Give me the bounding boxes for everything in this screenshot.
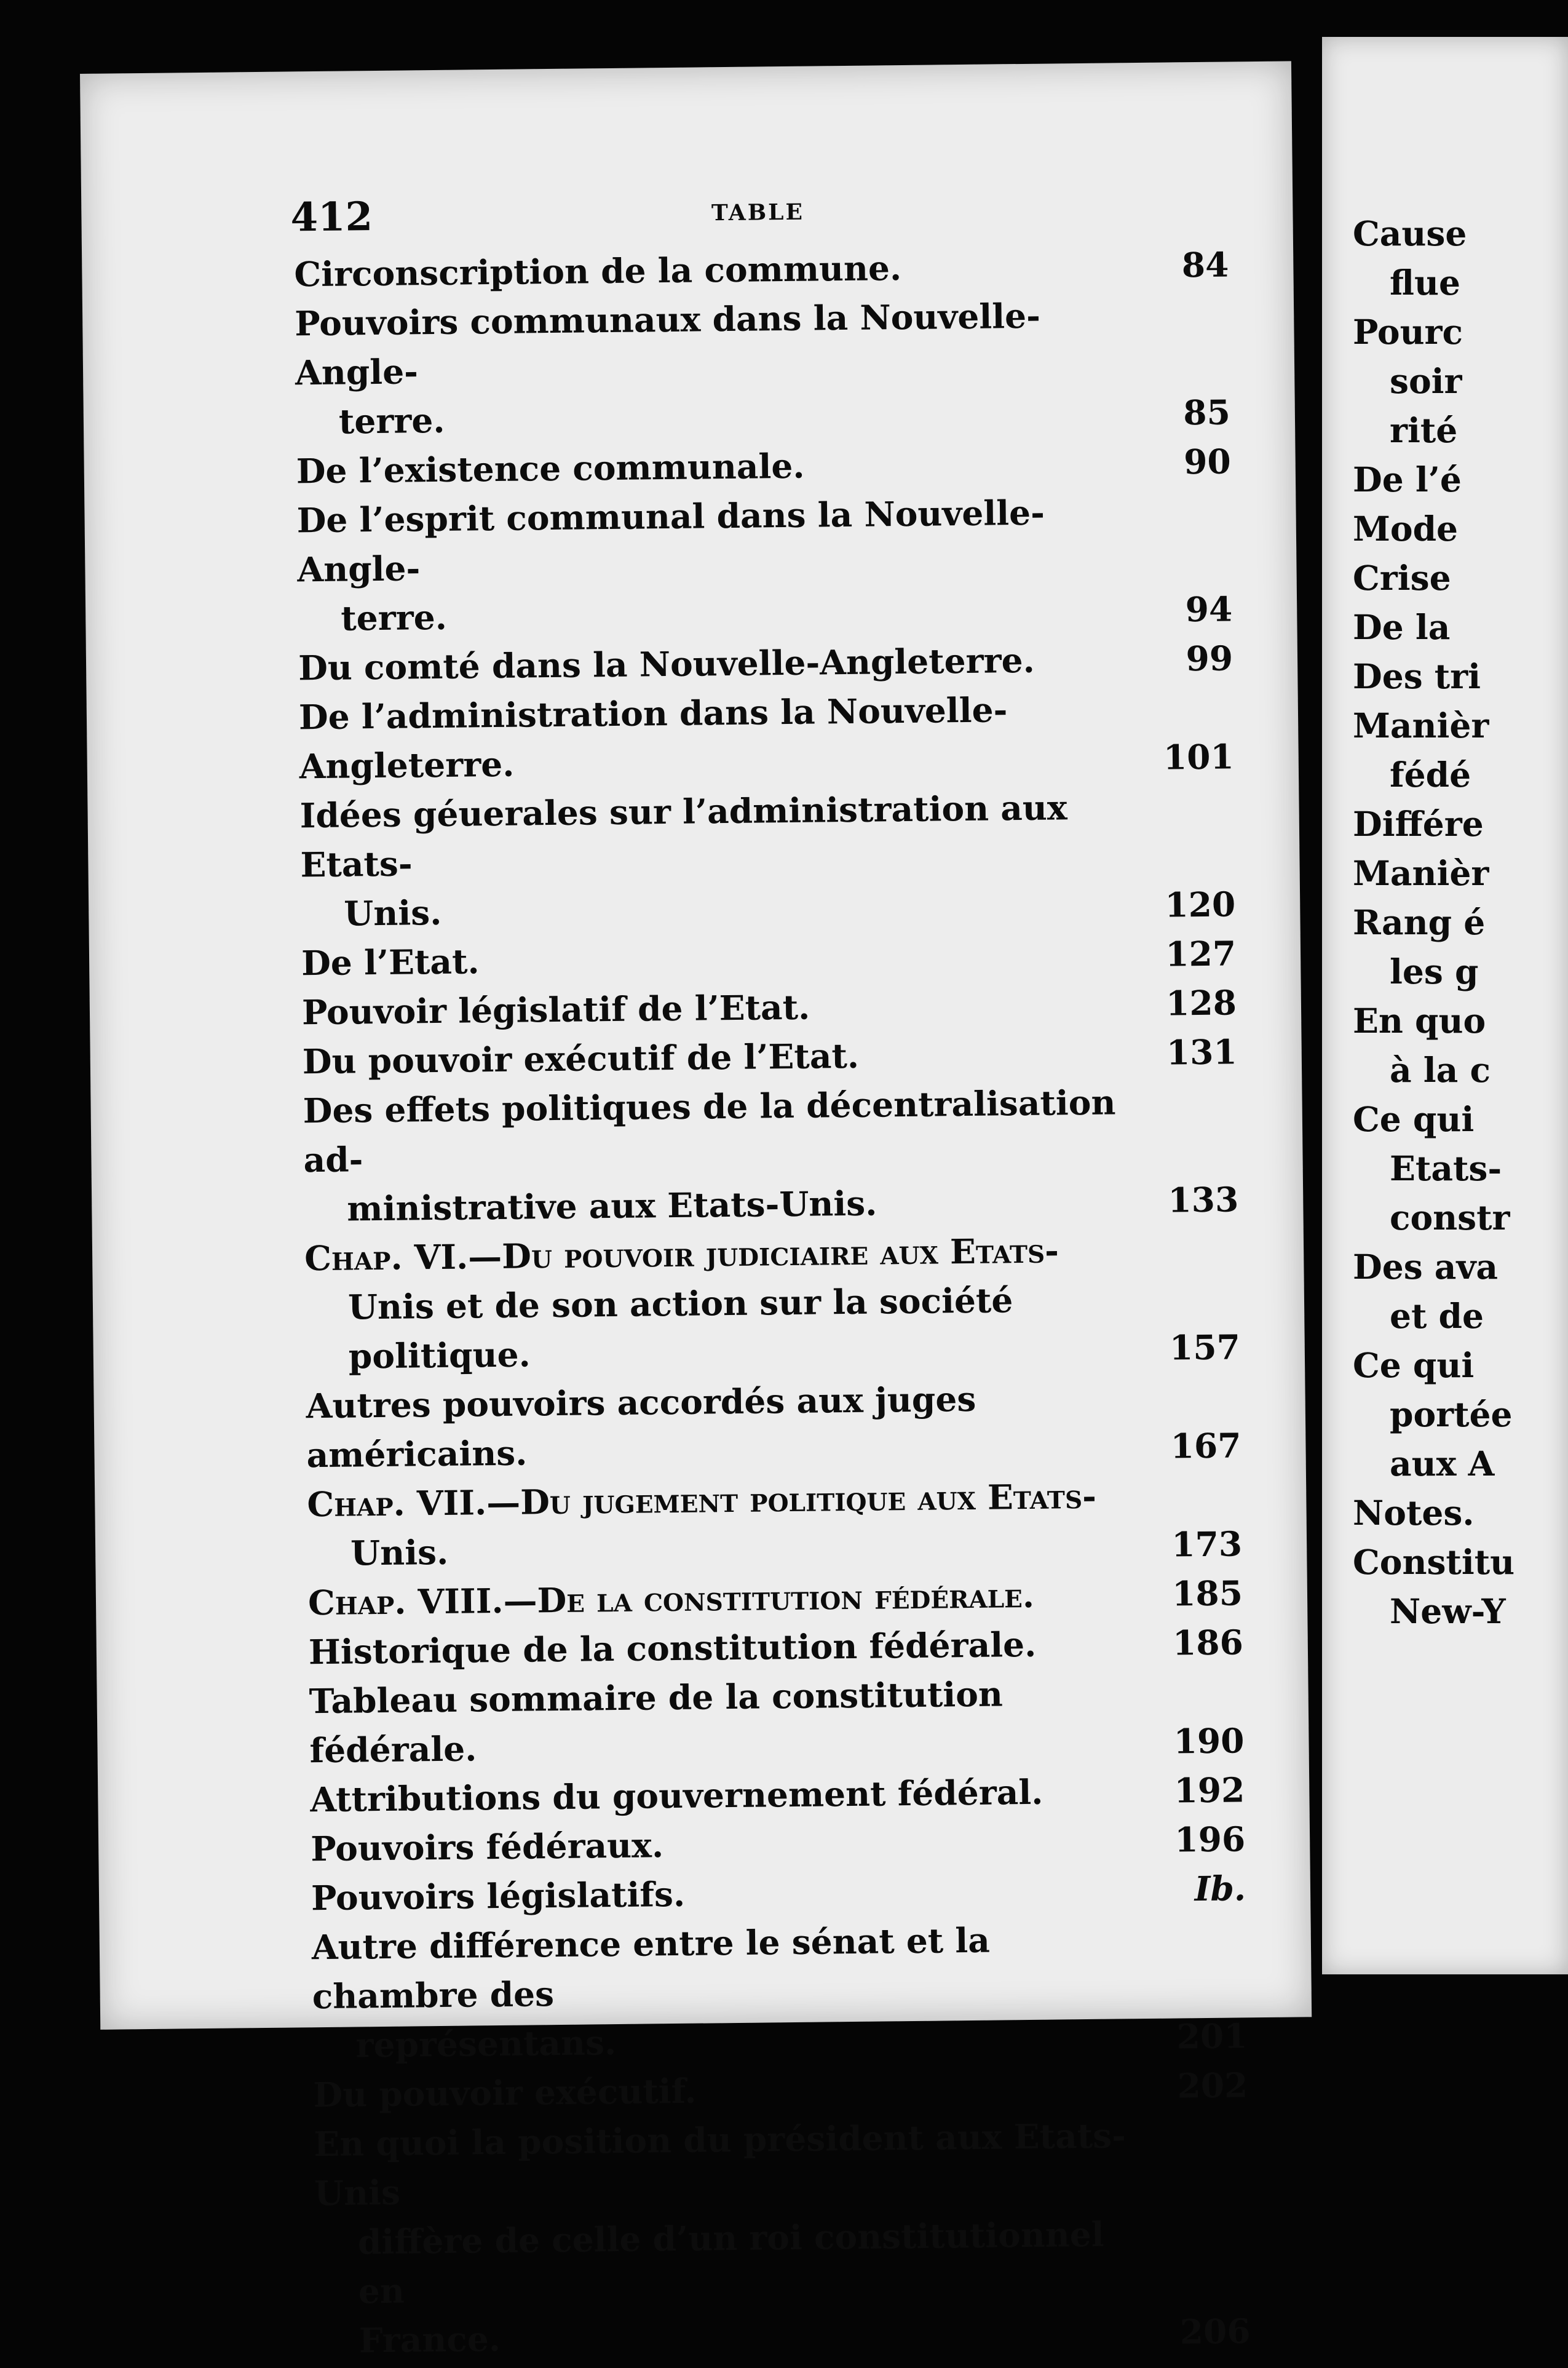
toc-entry-line: Autres pouvoirs accordés aux juges américains. xyxy=(306,1378,976,1476)
toc-page-number: 190 xyxy=(1173,1720,1245,1762)
toc-entry xyxy=(307,1470,1243,1578)
toc-page-number: 133 xyxy=(1168,1179,1239,1220)
toc-entry-line: Attributions du gouvernement fédéral. xyxy=(310,1771,1043,1820)
facing-page-line: Manièr xyxy=(1353,853,1489,893)
toc-page-number: 185 xyxy=(1171,1573,1243,1614)
toc-entry-title xyxy=(299,684,1124,791)
toc-page-number: 202 xyxy=(1177,2065,1248,2106)
facing-page-line: Ce qui xyxy=(1353,1099,1475,1139)
facing-page-line: Constitu xyxy=(1353,1542,1515,1582)
page-number: 412 xyxy=(290,194,373,241)
toc-entry-line: terre. xyxy=(340,597,448,638)
toc-page-number: 90 xyxy=(1183,441,1232,482)
toc-entry xyxy=(299,683,1235,791)
toc-page-number: 127 xyxy=(1165,933,1237,974)
toc-page-number: 173 xyxy=(1171,1524,1243,1565)
toc-entry xyxy=(304,1224,1240,1381)
toc-entry-title xyxy=(304,1225,1130,1381)
toc-entry-line: De l’Etat. xyxy=(301,941,480,983)
toc-entry xyxy=(299,781,1235,939)
facing-page-line: Des ava xyxy=(1353,1247,1499,1287)
toc-page-number: 206 xyxy=(1179,2311,1251,2352)
facing-page-line: Ce qui xyxy=(1353,1345,1475,1385)
toc-entry xyxy=(306,1372,1241,1480)
toc-entry-line: Pouvoirs fédéraux. xyxy=(310,1825,664,1869)
toc-entry-line: Historique de la constitution fédérale. xyxy=(308,1624,1037,1672)
toc-entry-line: Circonscription de la commune. xyxy=(294,248,902,295)
toc-entry-line: Unis. xyxy=(343,892,442,934)
facing-page-line: De l’é xyxy=(1353,459,1462,499)
toc-page-number: 85 xyxy=(1182,392,1231,433)
toc-entry-title xyxy=(298,635,1123,693)
toc-entry-title xyxy=(311,1816,1135,1873)
toc-entry-title xyxy=(308,1619,1133,1677)
toc-entry-line: Du pouvoir exécutif. xyxy=(313,2070,697,2115)
facing-page-line: rité xyxy=(1390,410,1458,450)
running-title: TABLE xyxy=(711,199,805,226)
toc-entry-line: terre. xyxy=(338,400,445,442)
toc-page-number: 157 xyxy=(1169,1327,1241,1368)
toc-entry-line: Unis et de son action sur la société politique. xyxy=(347,1280,1013,1377)
facing-page-text xyxy=(1353,209,1515,1636)
toc-page-number: 84 xyxy=(1181,244,1229,285)
facing-page-line: Notes. xyxy=(1353,1493,1475,1533)
facing-page-line: Crise xyxy=(1353,558,1451,598)
toc-entry xyxy=(296,486,1232,643)
table-of-contents xyxy=(294,240,1251,2366)
toc-entry-title xyxy=(296,438,1120,496)
facing-page-line: constr xyxy=(1390,1198,1510,1238)
toc-page-number: 201 xyxy=(1176,2016,1248,2057)
book-page xyxy=(80,61,1312,2361)
facing-page-line: flue xyxy=(1390,263,1460,303)
toc-entry xyxy=(312,1913,1248,2070)
facing-page-line: fédé xyxy=(1390,755,1471,795)
toc-page-number: 131 xyxy=(1166,1031,1238,1073)
toc-entry-title xyxy=(313,2062,1138,2120)
facing-page-line: Manièr xyxy=(1353,705,1489,745)
toc-page-number: Ib. xyxy=(1194,1868,1246,1909)
toc-entry-line: Idées géuerales sur l’administration aux Etats- xyxy=(299,787,1067,885)
toc-entry-title xyxy=(314,2111,1140,2366)
toc-page-number: 120 xyxy=(1165,884,1236,925)
toc-entry-line: diffère de celle d’un roi constitutionnel en xyxy=(357,2214,1104,2311)
toc-entry-line: Du pouvoir exécutif de l’Etat. xyxy=(302,1035,860,1082)
toc-entry-title xyxy=(294,241,1119,299)
toc-entry-title xyxy=(308,1570,1133,1627)
facing-page-line: De la xyxy=(1353,607,1451,647)
toc-page-number: 192 xyxy=(1174,1770,1245,1811)
toc-entry-title xyxy=(302,1028,1127,1086)
toc-page-number: 186 xyxy=(1172,1622,1244,1663)
toc-entry-line: Chap. VII.—Du jugement politique aux Etats- xyxy=(307,1476,1097,1525)
toc-entry-title xyxy=(303,1078,1128,1234)
toc-entry-title xyxy=(307,1471,1132,1578)
toc-entry-title xyxy=(295,290,1120,447)
facing-page-line: portée xyxy=(1390,1394,1513,1434)
toc-entry-line: De l’existence communale. xyxy=(296,445,805,491)
toc-page-number: 94 xyxy=(1185,589,1233,630)
toc-entry-line: De l’administration dans la Nouvelle-Angleterre. xyxy=(298,689,1008,787)
facing-page-line: les g xyxy=(1390,952,1479,991)
toc-entry xyxy=(309,1667,1245,1775)
facing-page-line: aux A xyxy=(1390,1444,1495,1484)
toc-entry-line: Pouvoirs communaux dans la Nouvelle-Angle- xyxy=(294,295,1041,393)
toc-entry-title xyxy=(312,1914,1137,2070)
toc-entry xyxy=(303,1076,1238,1234)
toc-entry-title xyxy=(310,1766,1134,1824)
facing-page-line: soir xyxy=(1390,361,1462,401)
facing-page-line: Etats- xyxy=(1390,1148,1502,1188)
toc-entry-line: Chap. VI.—Du pouvoir judiciaire aux Etats- xyxy=(304,1230,1059,1279)
toc-entry-title xyxy=(302,979,1127,1037)
toc-entry xyxy=(295,289,1230,447)
facing-page-line: Mode xyxy=(1353,509,1459,549)
toc-entry-title xyxy=(309,1668,1134,1775)
toc-entry-line: France. xyxy=(358,2319,501,2361)
facing-page-line: Des tri xyxy=(1353,656,1481,696)
toc-entry-line: De l’esprit communal dans la Nouvelle-Angle- xyxy=(296,492,1045,590)
toc-entry-title xyxy=(299,782,1125,939)
toc-entry-line: Autre différence entre le sénat et la chambre des xyxy=(311,1920,991,2017)
toc-entry-title xyxy=(301,930,1126,988)
toc-page-number: 101 xyxy=(1163,736,1235,777)
toc-page-number: 99 xyxy=(1186,638,1233,679)
toc-entry-line: Chap. VIII.—De la constitution fédérale. xyxy=(307,1575,1035,1623)
facing-page-line: Rang é xyxy=(1353,902,1486,942)
facing-page-line: Pourc xyxy=(1353,312,1463,352)
toc-entry-line: Pouvoir législatif de l’Etat. xyxy=(301,987,810,1033)
toc-entry-title xyxy=(296,487,1122,643)
toc-page-number: 196 xyxy=(1174,1819,1246,1860)
toc-entry-title xyxy=(311,1865,1136,1923)
facing-page-line: Cause xyxy=(1353,213,1467,253)
toc-entry-line: Unis. xyxy=(350,1532,449,1573)
facing-page-line: Différe xyxy=(1353,804,1484,844)
toc-entry xyxy=(314,2110,1251,2366)
toc-entry-title xyxy=(306,1373,1131,1480)
page-header xyxy=(290,185,1225,241)
facing-page-line: En quo xyxy=(1353,1001,1486,1041)
toc-entry-line: ministrative aux Etats-Unis. xyxy=(347,1183,877,1229)
toc-entry-line: représentans. xyxy=(355,2022,617,2065)
toc-entry-line: Du comté dans la Nouvelle-Angleterre. xyxy=(298,640,1035,688)
toc-entry-line: Des effets politiques de la décentralisation ad- xyxy=(303,1082,1116,1180)
toc-entry-line: Pouvoirs législatifs. xyxy=(311,1873,686,1918)
toc-entry-line: En quoi la position du président aux Etats-Unis xyxy=(313,2115,1127,2214)
facing-page-line: à la c xyxy=(1390,1050,1491,1090)
facing-page-line: New-Y xyxy=(1390,1591,1506,1631)
toc-page-number: 167 xyxy=(1170,1425,1241,1466)
toc-entry-line: Tableau sommaire de la constitution fédérale. xyxy=(309,1674,1004,1771)
facing-page-line: et de xyxy=(1390,1296,1484,1336)
toc-page-number: 128 xyxy=(1165,982,1237,1023)
